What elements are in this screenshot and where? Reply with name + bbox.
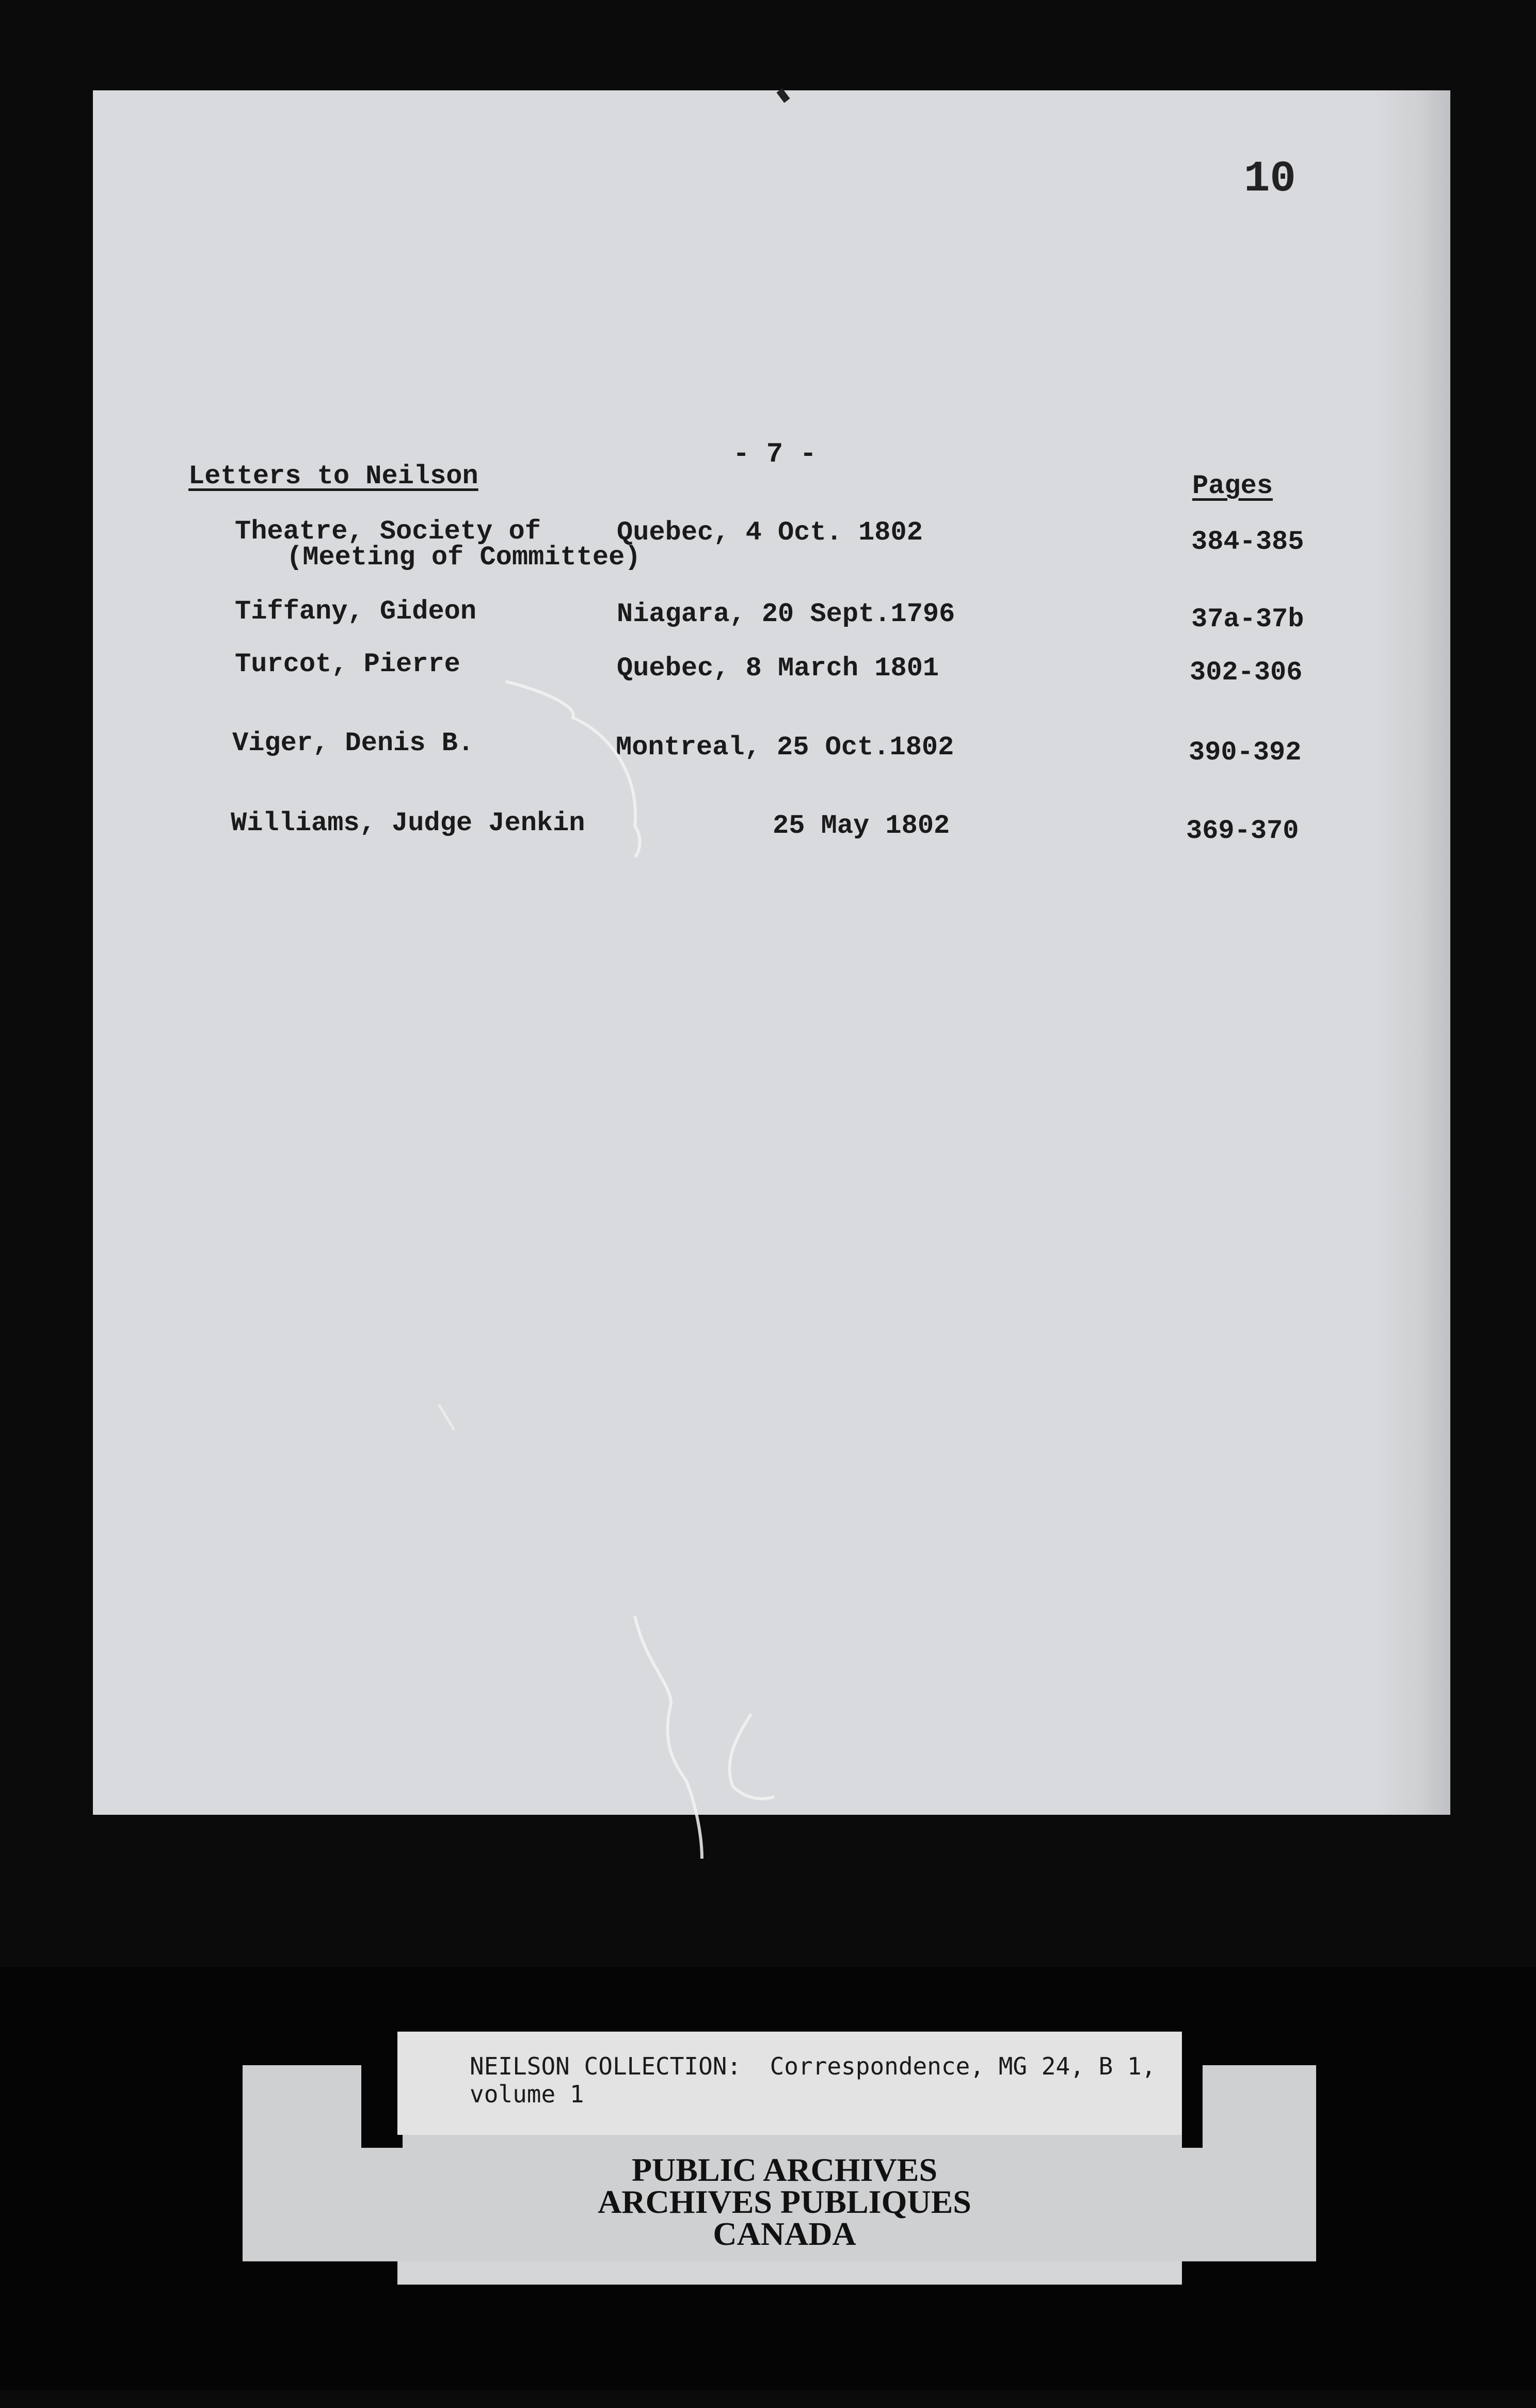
entry-place-date: Quebec, 8 March 1801 <box>617 653 939 684</box>
entry-place-date: 25 May 1802 <box>773 811 950 841</box>
entry-name: Williams, Judge Jenkin <box>231 808 585 838</box>
stamp-line-2: ARCHIVES PUBLIQUES <box>598 2183 971 2220</box>
entry-name: Tiffany, Gideon <box>235 596 477 627</box>
entry-pages: 384-385 <box>1191 527 1304 557</box>
collection-line-1: NEILSON COLLECTION: Correspondence, MG 24, B 1, <box>470 2052 1156 2080</box>
stamp-line-3: CANADA <box>713 2215 856 2252</box>
pages-column-heading: Pages <box>1192 471 1273 501</box>
entry-pages: 302-306 <box>1190 657 1303 688</box>
entry-name-continued: (Meeting of Committee) <box>286 542 641 573</box>
collection-reference <box>470 2052 1156 2108</box>
entry-place-date: Montreal, 25 Oct.1802 <box>616 732 954 763</box>
entry-pages: 390-392 <box>1189 737 1302 768</box>
frame-number: 10 <box>1244 155 1296 204</box>
label-notch <box>1182 2065 1203 2148</box>
stamp-line-1: PUBLIC ARCHIVES <box>631 2151 938 2188</box>
entry-pages: 369-370 <box>1186 816 1299 846</box>
entry-name: Theatre, Society of <box>235 516 541 547</box>
list-heading: Letters to Neilson <box>188 461 478 492</box>
entry-place-date: Quebec, 4 Oct. 1802 <box>617 517 923 548</box>
page-edge-shadow <box>1373 90 1450 1815</box>
page-marker: - 7 - <box>733 439 817 470</box>
entry-name: Viger, Denis B. <box>232 728 474 758</box>
entry-place-date: Niagara, 20 Sept.1796 <box>617 599 955 629</box>
entry-pages: 37a-37b <box>1191 604 1304 635</box>
label-notch <box>361 2065 403 2148</box>
label-strip <box>397 2261 1182 2285</box>
entry-name: Turcot, Pierre <box>235 649 460 679</box>
collection-line-2: volume 1 <box>470 2080 584 2108</box>
archives-stamp <box>516 2151 1053 2252</box>
document-page <box>93 90 1437 1815</box>
